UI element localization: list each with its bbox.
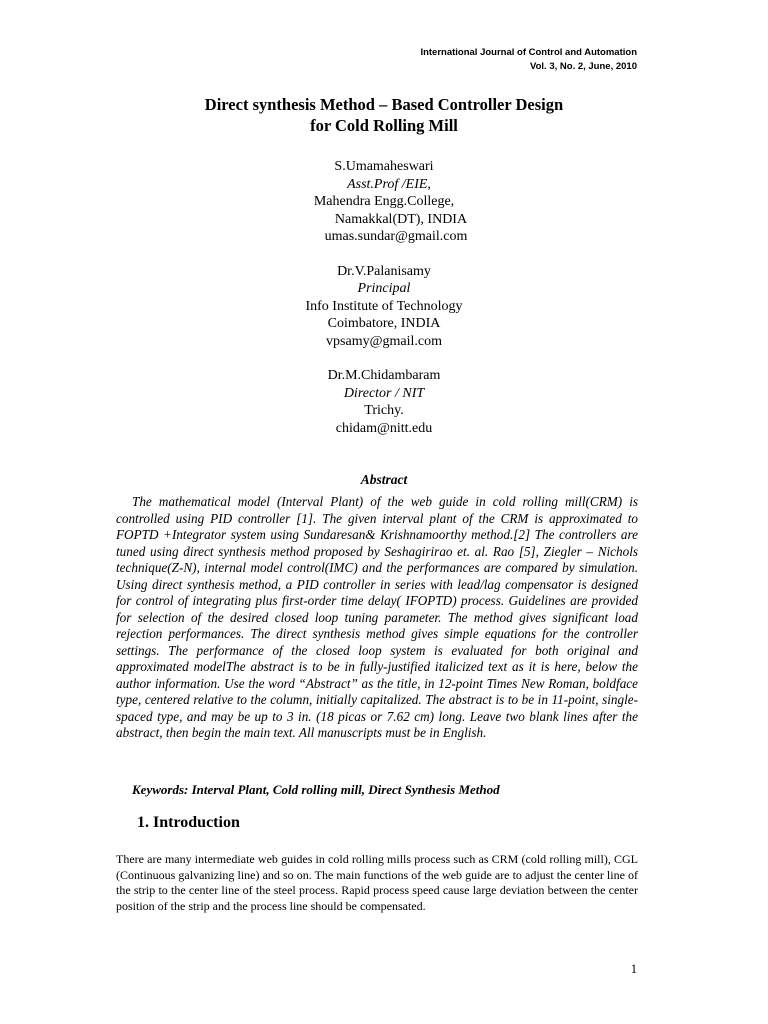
abstract-heading: Abstract [360,472,408,487]
title-line-1: Direct synthesis Method – Based Controller Design [204,95,564,114]
author-name: Dr.V.Palanisamy [337,263,431,279]
author-list [0,158,768,454]
paper-title [0,94,768,136]
author-block [0,263,768,351]
author-block [0,158,768,246]
abstract-text: The mathematical model (Interval Plant) of the web guide in cold rolling mill(CRM) is controlled using PID controller [1]. The given interval plant of the CRM is approximated to FOPTD +Integrator system using Sundaresan& Krishnamoorthy method.[2] The controllers are tuned using direct synthesis method proposed by Seshagirirao et. al. Rao [5], Ziegler – Nichols technique(Z-N), internal model control(IMC) and the performances are compared by simulation. Using direct synthesis method, a PID controller in series with lead/lag compensator is designed for control of integrating plus first-order time delay( IFOPTD) process. Guidelines are provided for selection of the desired closed loop tuning parameter. The method gives significant load rejection performances. The direct synthesis method gives simple equations for the controller settings. The performance of the closed loop system is evaluated for both original and approximated modelThe abstract is to be in fully-justified italicized text as it is here, below the author information. Use the word “Abstract” as the title, in 12-point Times New Roman, boldface type, centered relative to the column, initially capitalized. The abstract is to be in 11-point, single-spaced type, and may be up to 3 in. (18 picas or 7.62 cm) long. Leave two blank lines after the abstract, then begin the main text. All manuscripts must be in English. [116,494,638,740]
author-block [0,367,768,437]
author-role: Director / NIT [343,385,425,401]
author-name: S.Umamaheswari [334,159,434,174]
author-role: Principal [357,281,411,296]
author-affiliation: Trichy. [364,403,404,418]
page-number: 1 [630,962,637,976]
author-email: chidam@nitt.edu [335,420,433,436]
journal-name: International Journal of Control and Automation [420,47,637,58]
section-body-text: There are many intermediate web guides in cold rolling mills process such as CRM (cold rolling mill), CGL (Continuous galvanizing line) and so on. The main functions of the web guide are to adjust the center line of the strip to the center line of the steel process. Rapid process speed cause large deviation between the center position of the strip and the process line should be compensated. [116,852,638,913]
author-email: umas.sundar@gmail.com [324,229,468,244]
author-location: Coimbatore, INDIA [327,316,441,331]
journal-volume: Vol. 3, No. 2, June, 2010 [529,61,637,72]
author-email: vpsamy@gmail.com [326,333,442,349]
title-line-2: for Cold Rolling Mill [310,116,458,135]
author-name: Dr.M.Chidambaram [327,368,441,383]
author-role: Asst.Prof /EIE, [347,176,431,192]
author-affiliation: Mahendra Engg.College, [313,194,455,209]
journal-header [420,46,637,74]
author-location: Namakkal(DT), INDIA [334,211,468,227]
keywords: Keywords: Interval Plant, Cold rolling mill, Direct Synthesis Method [132,782,500,797]
section-heading: 1. Introduction [137,814,240,831]
author-affiliation: Info Institute of Technology [305,298,463,314]
